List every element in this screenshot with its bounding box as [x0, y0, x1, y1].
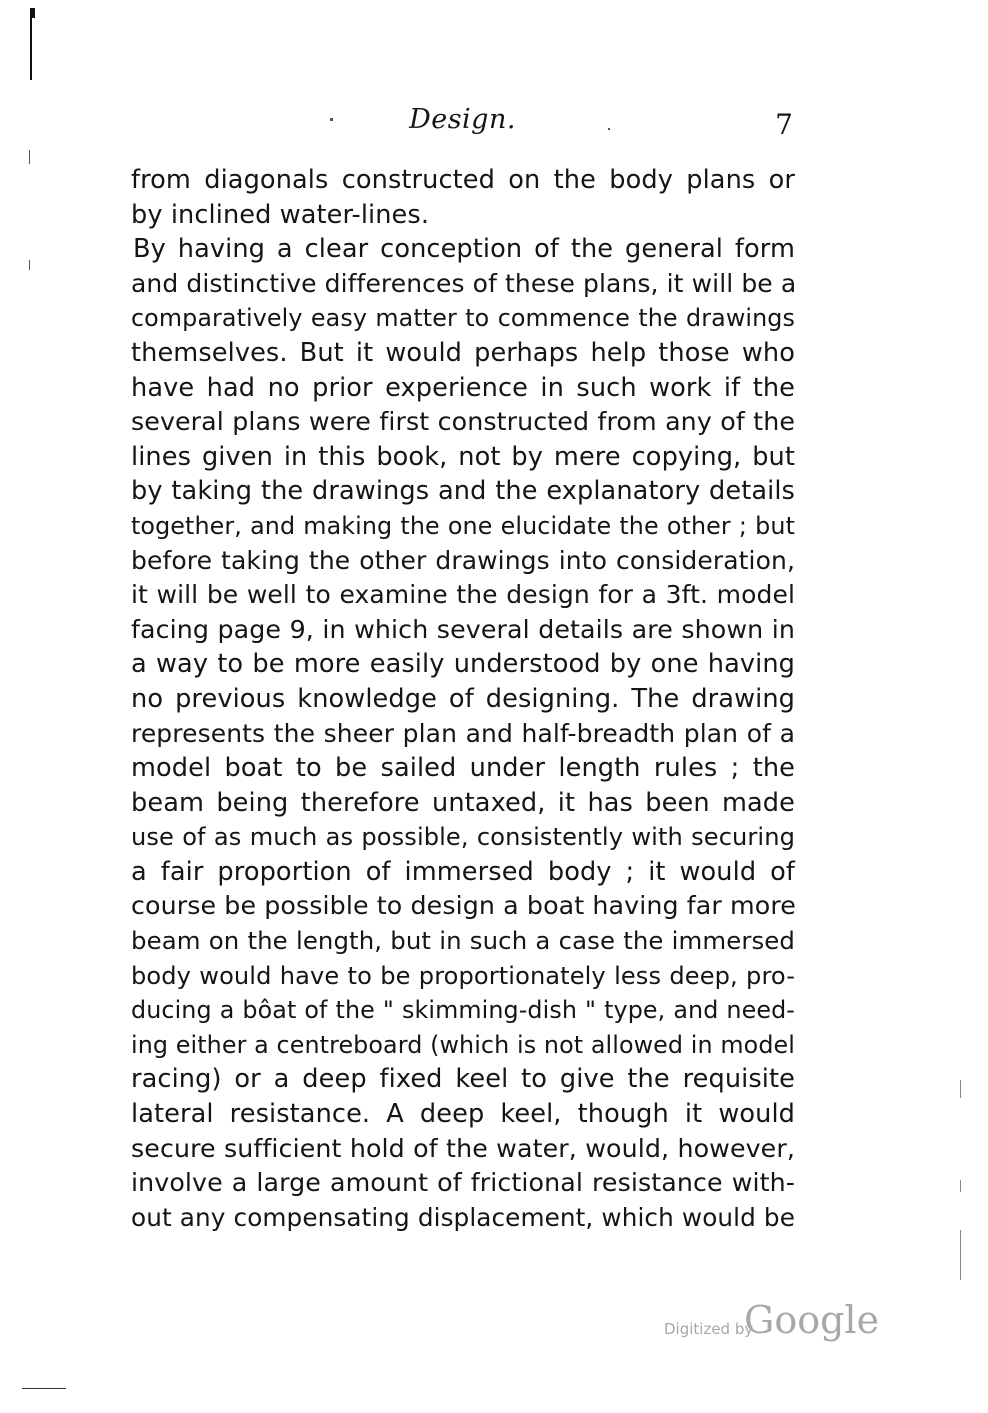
text-line: facing page 9, in which several details are shown in: [131, 614, 795, 644]
text-line: beam on the length, but in such a case the immersed: [131, 926, 795, 956]
watermark-brand-logo: Google: [744, 1298, 880, 1342]
text-line: lateral resistance. A deep keel, though it would: [131, 1099, 795, 1130]
text-line: lines given in this book, not by mere copying, but: [131, 441, 795, 472]
text-line: by taking the drawings and the explanatory details: [131, 476, 795, 507]
page-edge-right: [960, 1080, 961, 1098]
text-line: out any compensating displacement, which would be: [131, 1202, 795, 1232]
text-line: and distinctive differences of these plans, it will be a: [131, 268, 797, 298]
text-line: no previous knowledge of designing. The drawing: [131, 683, 795, 714]
text-line: secure sufficient hold of the water, would, however,: [131, 1133, 795, 1163]
text-line: it will be well to examine the design for a 3ft. model: [131, 580, 795, 610]
text-line: racing) or a deep fixed keel to give the requisite: [131, 1064, 795, 1095]
text-line: represents the sheer plan and half-breadth plan of a: [131, 718, 795, 748]
text-line: model boat to be sailed under length rules ; the: [131, 753, 795, 784]
page-edge-tick: [30, 8, 35, 18]
digitized-watermark: [664, 1298, 924, 1348]
bottom-rule: [22, 1388, 66, 1389]
page-edge-right: [960, 1180, 961, 1192]
text-line: comparatively easy matter to commence the drawings: [131, 304, 795, 333]
text-line: by inclined water-lines.: [131, 199, 430, 230]
text-line: themselves. But it would perhaps help those who: [131, 337, 795, 368]
page-edge-rule: [30, 8, 32, 80]
text-line: ducing a bôat of the " skimming-dish " type, and need-: [131, 996, 795, 1025]
page-number: 7: [775, 108, 793, 141]
watermark-prefix: Digitized by: [664, 1320, 754, 1338]
text-line: body would have to be proportionately less deep, pro-: [131, 961, 795, 990]
text-line: before taking the other drawings into consideration,: [131, 545, 795, 575]
text-line: beam being therefore untaxed, it has been made: [131, 787, 795, 818]
text-line: course be possible to design a boat having far more: [131, 891, 796, 921]
text-line: involve a large amount of frictional resistance with-: [131, 1168, 795, 1198]
text-line: a way to be more easily understood by one having: [131, 649, 795, 680]
scan-speck: [29, 260, 30, 270]
text-line: from diagonals constructed on the body plans or: [131, 165, 795, 195]
text-line: have had no prior experience in such work if the: [131, 372, 795, 403]
page-header: [130, 104, 795, 144]
text-line: several plans were first constructed from any of the: [131, 407, 795, 437]
text-line: ing either a centreboard (which is not allowed in model: [131, 1030, 795, 1059]
page-edge-right: [960, 1230, 961, 1280]
text-line: By having a clear conception of the general form: [133, 234, 795, 265]
body-text: [131, 163, 795, 1235]
text-line: together, and making the one elucidate the other ; but: [131, 511, 795, 540]
running-title: Design.: [409, 104, 516, 135]
scan-speck: [29, 150, 30, 164]
text-line: use of as much as possible, consistently with securing: [131, 823, 795, 852]
text-line: a fair proportion of immersed body ; it would of: [131, 856, 795, 887]
